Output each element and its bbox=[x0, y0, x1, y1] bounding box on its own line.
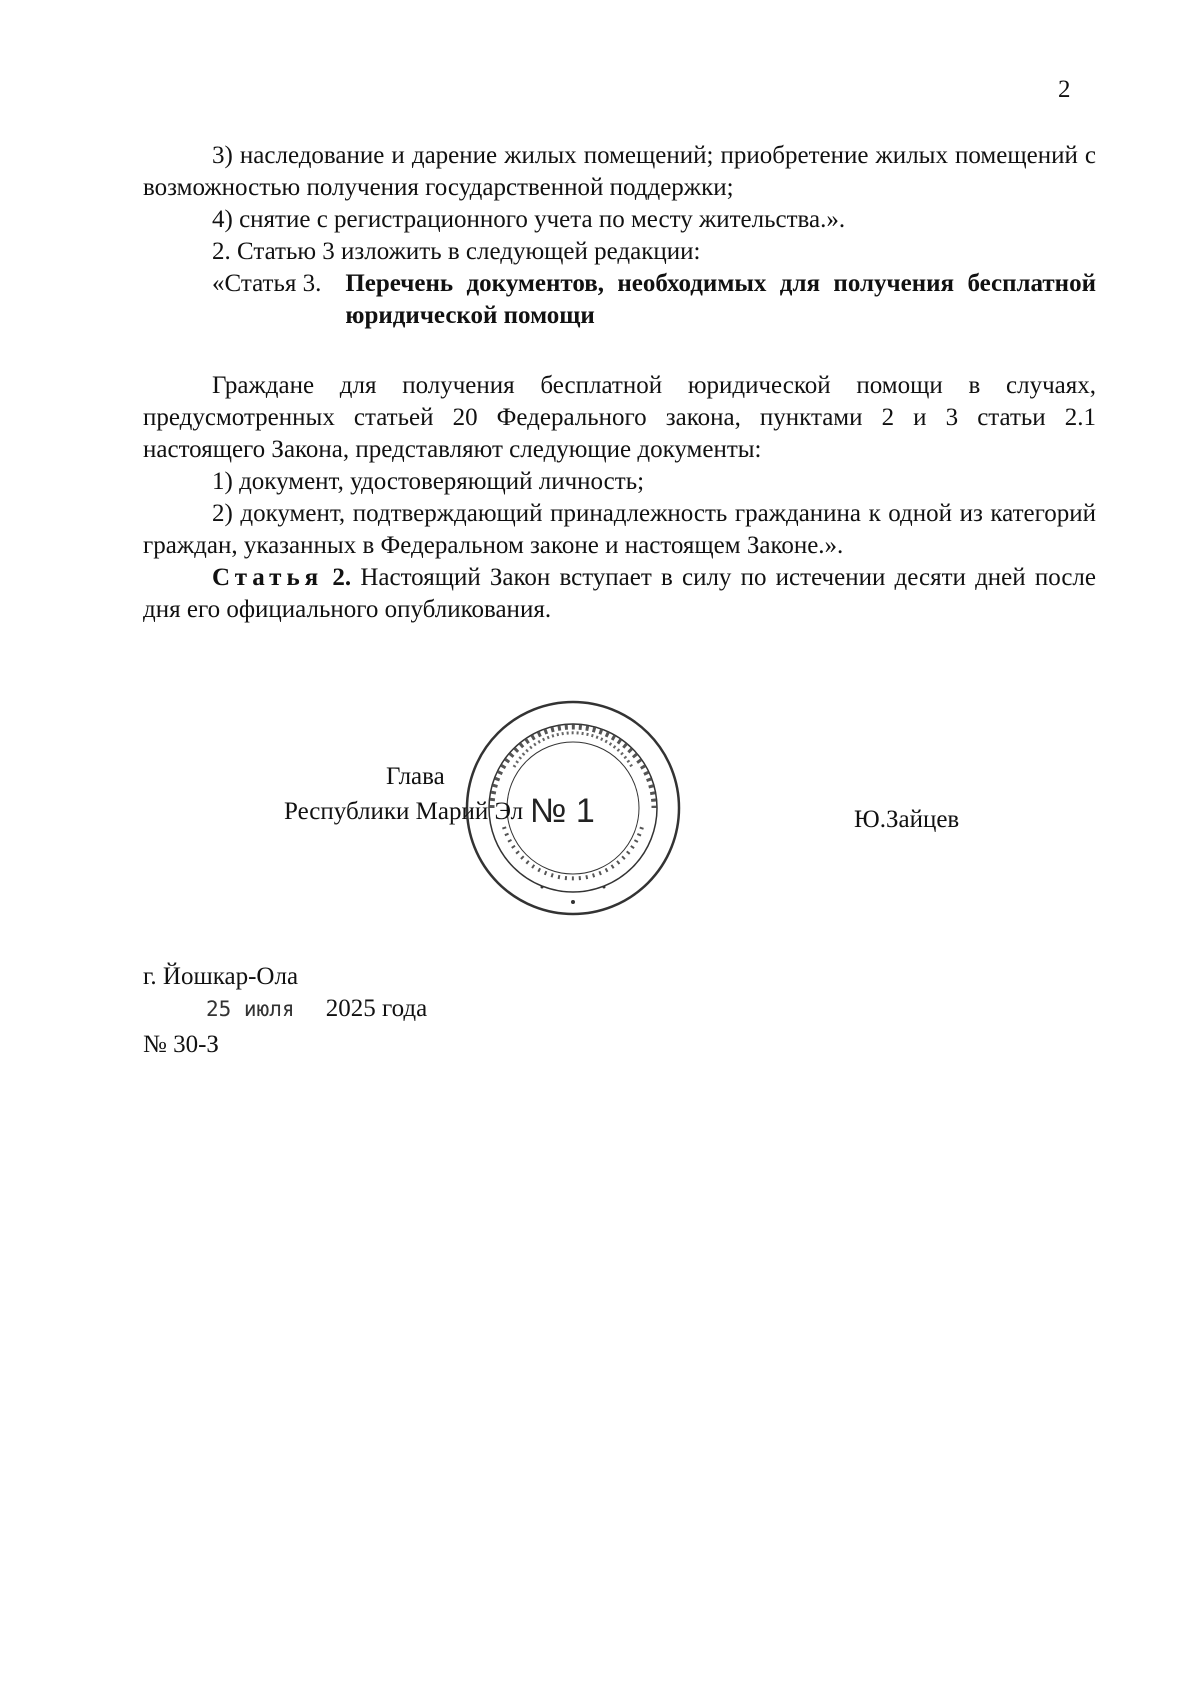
document-body bbox=[143, 140, 1096, 626]
law-number bbox=[143, 1031, 219, 1059]
article-2-label: Статья bbox=[212, 564, 324, 591]
stamp-number: № 1 bbox=[530, 792, 595, 830]
place-of-signing: г. Йошкар-Ола bbox=[143, 963, 299, 990]
document-item-2: 2) документ, подтверждающий принадлежность гражданина к одной из категорий граждан, указанных в Федеральном законе и настоящем Законе.». bbox=[143, 500, 1096, 559]
article-2-paragraph bbox=[143, 562, 1096, 626]
list-item-4: 4) снятие с регистрационного учета по месту жительства.». bbox=[212, 206, 846, 233]
spacer bbox=[143, 332, 1096, 370]
signing-date bbox=[206, 995, 427, 1023]
signing-day-month: 25 июля bbox=[206, 997, 295, 1021]
list-item-3: 3) наследование и дарение жилых помещений; приобретение жилых помещений с возможностью получения государственной поддержки; bbox=[143, 142, 1096, 201]
law-number-text: № 30-З bbox=[143, 1031, 219, 1058]
signatory-title-line-1: Глава bbox=[386, 763, 445, 790]
article-2-text: Настоящий Закон вступает в силу по истечении десяти дней после дня его официального опубликования. bbox=[143, 564, 1096, 623]
article-3-intro: Граждане для получения бесплатной юридической помощи в случаях, предусмотренных статьей 20 Федерального закона, пунктами 2 и 3 статьи 2.1 настоящего Закона, представляют следующие документы: bbox=[143, 372, 1096, 463]
article-2-number: 2. bbox=[332, 564, 352, 591]
article-3-title: Перечень документов, необходимых для получения бесплатной юридической помощи bbox=[345, 270, 1096, 329]
page-number: 2 bbox=[1058, 76, 1071, 103]
article-3-heading bbox=[143, 268, 1096, 332]
signatory-name: Ю.Зайцев bbox=[854, 806, 960, 833]
document-item-1: 1) документ, удостоверяющий личность; bbox=[212, 468, 645, 495]
signatory-title-line-2: Республики Марий Эл bbox=[284, 798, 524, 825]
amendment-point-2: 2. Статью 3 изложить в следующей редакции: bbox=[212, 238, 701, 265]
signing-year: 2025 года bbox=[325, 995, 428, 1022]
article-3-label: «Статья 3. bbox=[212, 270, 322, 297]
